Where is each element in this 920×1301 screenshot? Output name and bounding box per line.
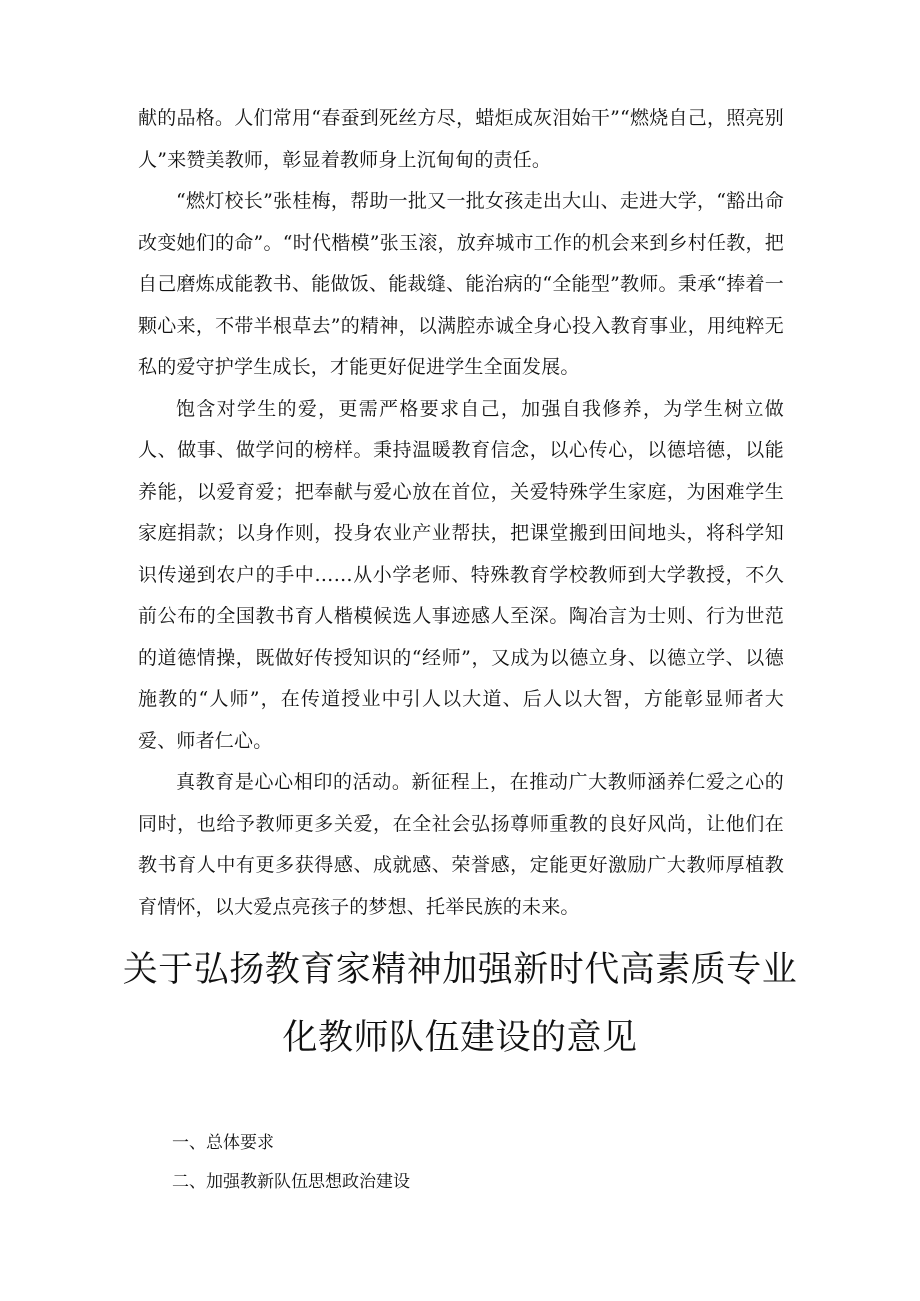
article-body	[138, 98, 784, 928]
paragraph-continuation: 献的品格。人们常用“春蚕到死丝方尽，蜡炬成灰泪始干”“燃烧自己，照亮别人”来赞美教师，彰显着教师身上沉甸甸的责任。	[138, 107, 784, 171]
document-heading: 关于弘扬教育家精神加强新时代高素质专业化教师队伍建设的意见	[122, 950, 798, 1058]
paragraph-zhang-guimei: “燃灯校长”张桂梅，帮助一批又一批女孩走出大山、走进大学，“豁出命改变她们的命”。“时代楷模”张玉滚，放弃城市工作的机会来到乡村任教，把自己磨炼成能教书、能做饭、能裁缝、能治病的“全能型”教师。秉承“捧着一颗心来，不带半根草去”的精神，以满腔赤诚全身心投入教育事业，用纯粹无私的爱守护学生成长，才能更好促进学生全面发展。	[138, 190, 784, 378]
paragraph-role-model: 饱含对学生的爱，更需严格要求自己，加强自我修养，为学生树立做人、做事、做学问的榜样。秉持温暖教育信念，以心传心，以德培德，以能养能，以爱育爱；把奉献与爱心放在首位，关爱特殊学生家庭，为困难学生家庭捐款；以身作则，投身农业产业帮扶，把课堂搬到田间地头，将科学知识传递到农户的手中……从小学老师、特殊教育学校教师到大学教授，不久前公布的全国教书育人楷模候选人事迹感人至深。陶冶言为士则、行为世范的道德情操，既做好传授知识的“经师”，又成为以德立身、以德立学、以德施教的“人师”，在传道授业中引人以大道、后人以大智，方能彰显师者大爱、师者仁心。	[138, 397, 784, 752]
outline-item: 一、总体要求	[172, 1133, 274, 1153]
outline-list	[172, 1124, 772, 1202]
paragraph-conclusion: 真教育是心心相印的活动。新征程上，在推动广大教师涵养仁爱之心的同时，也给予教师更多关爱，在全社会弘扬尊师重教的良好风尚，让他们在教书育人中有更多获得感、成就感、荣誉感，定能更好激励广大教师厚植教育情怀，以大爱点亮孩子的梦想、托举民族的未来。	[138, 771, 784, 918]
outline-item: 二、加强教新队伍思想政治建设	[172, 1172, 410, 1192]
